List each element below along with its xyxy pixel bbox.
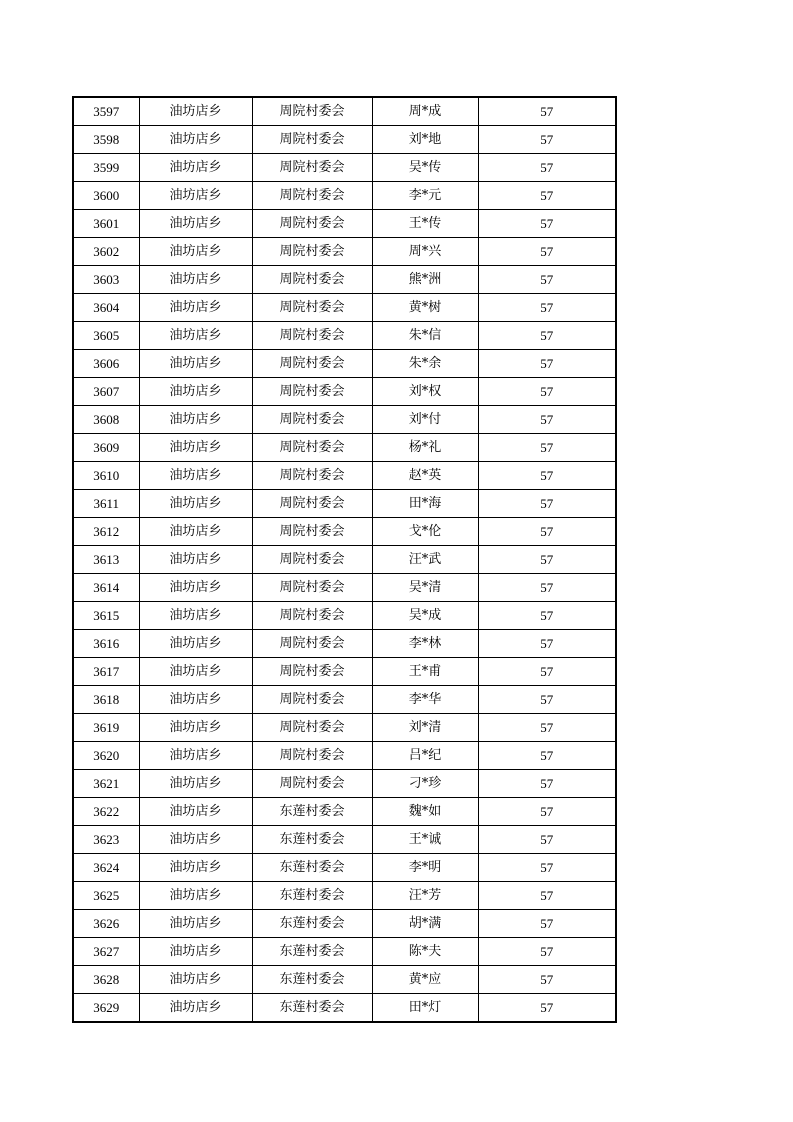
table-row — [73, 938, 616, 966]
township-cell: 油坊店乡 — [139, 126, 252, 154]
village-committee-cell: 东莲村委会 — [252, 938, 372, 966]
row-id-cell: 3617 — [73, 658, 139, 686]
row-id-cell: 3621 — [73, 770, 139, 798]
person-name-cell: 赵*英 — [372, 462, 478, 490]
table-row — [73, 770, 616, 798]
table-row — [73, 714, 616, 742]
value-cell: 57 — [478, 238, 616, 266]
township-cell: 油坊店乡 — [139, 966, 252, 994]
township-cell: 油坊店乡 — [139, 97, 252, 126]
table-row — [73, 574, 616, 602]
row-id-cell: 3606 — [73, 350, 139, 378]
township-cell: 油坊店乡 — [139, 938, 252, 966]
person-name-cell: 黄*树 — [372, 294, 478, 322]
person-name-cell: 刘*付 — [372, 406, 478, 434]
table-row — [73, 406, 616, 434]
village-committee-cell: 周院村委会 — [252, 350, 372, 378]
village-committee-cell: 东莲村委会 — [252, 994, 372, 1023]
village-committee-cell: 周院村委会 — [252, 686, 372, 714]
row-id-cell: 3598 — [73, 126, 139, 154]
person-name-cell: 周*兴 — [372, 238, 478, 266]
person-name-cell: 杨*礼 — [372, 434, 478, 462]
village-committee-cell: 周院村委会 — [252, 182, 372, 210]
village-committee-cell: 周院村委会 — [252, 322, 372, 350]
value-cell: 57 — [478, 210, 616, 238]
village-committee-cell: 周院村委会 — [252, 210, 372, 238]
value-cell: 57 — [478, 994, 616, 1023]
value-cell: 57 — [478, 854, 616, 882]
person-name-cell: 戈*伦 — [372, 518, 478, 546]
person-name-cell: 田*海 — [372, 490, 478, 518]
row-id-cell: 3612 — [73, 518, 139, 546]
person-name-cell: 魏*如 — [372, 798, 478, 826]
village-committee-cell: 周院村委会 — [252, 490, 372, 518]
row-id-cell: 3611 — [73, 490, 139, 518]
value-cell: 57 — [478, 602, 616, 630]
village-committee-cell: 周院村委会 — [252, 266, 372, 294]
township-cell: 油坊店乡 — [139, 686, 252, 714]
person-name-cell: 吴*清 — [372, 574, 478, 602]
township-cell: 油坊店乡 — [139, 658, 252, 686]
value-cell: 57 — [478, 546, 616, 574]
village-committee-cell: 周院村委会 — [252, 378, 372, 406]
table-row — [73, 854, 616, 882]
row-id-cell: 3609 — [73, 434, 139, 462]
table-row — [73, 294, 616, 322]
person-name-cell: 王*诚 — [372, 826, 478, 854]
row-id-cell: 3608 — [73, 406, 139, 434]
table-row — [73, 182, 616, 210]
person-name-cell: 汪*武 — [372, 546, 478, 574]
village-committee-cell: 周院村委会 — [252, 126, 372, 154]
row-id-cell: 3613 — [73, 546, 139, 574]
village-committee-cell: 周院村委会 — [252, 658, 372, 686]
row-id-cell: 3624 — [73, 854, 139, 882]
person-name-cell: 田*灯 — [372, 994, 478, 1023]
value-cell: 57 — [478, 266, 616, 294]
value-cell: 57 — [478, 966, 616, 994]
township-cell: 油坊店乡 — [139, 630, 252, 658]
person-name-cell: 陈*夫 — [372, 938, 478, 966]
table-row — [73, 490, 616, 518]
value-cell: 57 — [478, 378, 616, 406]
value-cell: 57 — [478, 574, 616, 602]
township-cell: 油坊店乡 — [139, 462, 252, 490]
row-id-cell: 3601 — [73, 210, 139, 238]
value-cell: 57 — [478, 742, 616, 770]
row-id-cell: 3616 — [73, 630, 139, 658]
township-cell: 油坊店乡 — [139, 994, 252, 1023]
township-cell: 油坊店乡 — [139, 350, 252, 378]
person-name-cell: 李*明 — [372, 854, 478, 882]
table-row — [73, 266, 616, 294]
village-committee-cell: 周院村委会 — [252, 294, 372, 322]
table-row — [73, 882, 616, 910]
value-cell: 57 — [478, 182, 616, 210]
village-committee-cell: 周院村委会 — [252, 714, 372, 742]
person-name-cell: 李*元 — [372, 182, 478, 210]
table-row — [73, 798, 616, 826]
row-id-cell: 3597 — [73, 97, 139, 126]
village-committee-cell: 东莲村委会 — [252, 854, 372, 882]
township-cell: 油坊店乡 — [139, 882, 252, 910]
table-row — [73, 350, 616, 378]
value-cell: 57 — [478, 97, 616, 126]
township-cell: 油坊店乡 — [139, 434, 252, 462]
township-cell: 油坊店乡 — [139, 490, 252, 518]
table-row — [73, 238, 616, 266]
village-committee-cell: 周院村委会 — [252, 602, 372, 630]
person-name-cell: 王*传 — [372, 210, 478, 238]
row-id-cell: 3607 — [73, 378, 139, 406]
village-committee-cell: 周院村委会 — [252, 630, 372, 658]
person-name-cell: 朱*信 — [372, 322, 478, 350]
value-cell: 57 — [478, 490, 616, 518]
table-row — [73, 322, 616, 350]
person-name-cell: 李*林 — [372, 630, 478, 658]
person-name-cell: 王*甫 — [372, 658, 478, 686]
table-row — [73, 826, 616, 854]
row-id-cell: 3605 — [73, 322, 139, 350]
value-cell: 57 — [478, 294, 616, 322]
township-cell: 油坊店乡 — [139, 910, 252, 938]
table-row — [73, 742, 616, 770]
table-row — [73, 602, 616, 630]
township-cell: 油坊店乡 — [139, 322, 252, 350]
value-cell: 57 — [478, 658, 616, 686]
township-cell: 油坊店乡 — [139, 238, 252, 266]
township-cell: 油坊店乡 — [139, 798, 252, 826]
person-name-cell: 吕*纪 — [372, 742, 478, 770]
roster-table — [72, 96, 617, 1023]
person-name-cell: 刘*地 — [372, 126, 478, 154]
value-cell: 57 — [478, 126, 616, 154]
table-row — [73, 518, 616, 546]
village-committee-cell: 周院村委会 — [252, 462, 372, 490]
person-name-cell: 刁*珍 — [372, 770, 478, 798]
township-cell: 油坊店乡 — [139, 518, 252, 546]
table-row — [73, 686, 616, 714]
village-committee-cell: 周院村委会 — [252, 770, 372, 798]
village-committee-cell: 东莲村委会 — [252, 826, 372, 854]
person-name-cell: 汪*芳 — [372, 882, 478, 910]
roster-body — [73, 97, 616, 1022]
person-name-cell: 刘*清 — [372, 714, 478, 742]
table-row — [73, 126, 616, 154]
village-committee-cell: 周院村委会 — [252, 406, 372, 434]
value-cell: 57 — [478, 518, 616, 546]
value-cell: 57 — [478, 798, 616, 826]
township-cell: 油坊店乡 — [139, 182, 252, 210]
row-id-cell: 3622 — [73, 798, 139, 826]
row-id-cell: 3629 — [73, 994, 139, 1023]
row-id-cell: 3614 — [73, 574, 139, 602]
township-cell: 油坊店乡 — [139, 210, 252, 238]
township-cell: 油坊店乡 — [139, 546, 252, 574]
table-row — [73, 546, 616, 574]
person-name-cell: 李*华 — [372, 686, 478, 714]
table-row — [73, 630, 616, 658]
person-name-cell: 刘*权 — [372, 378, 478, 406]
table-row — [73, 210, 616, 238]
table-row — [73, 658, 616, 686]
township-cell: 油坊店乡 — [139, 826, 252, 854]
township-cell: 油坊店乡 — [139, 770, 252, 798]
row-id-cell: 3599 — [73, 154, 139, 182]
village-committee-cell: 周院村委会 — [252, 434, 372, 462]
row-id-cell: 3602 — [73, 238, 139, 266]
row-id-cell: 3610 — [73, 462, 139, 490]
value-cell: 57 — [478, 630, 616, 658]
table-row — [73, 994, 616, 1023]
row-id-cell: 3623 — [73, 826, 139, 854]
table-row — [73, 97, 616, 126]
village-committee-cell: 周院村委会 — [252, 97, 372, 126]
table-row — [73, 910, 616, 938]
row-id-cell: 3625 — [73, 882, 139, 910]
village-committee-cell: 东莲村委会 — [252, 882, 372, 910]
row-id-cell: 3618 — [73, 686, 139, 714]
table-row — [73, 378, 616, 406]
value-cell: 57 — [478, 462, 616, 490]
table-row — [73, 154, 616, 182]
person-name-cell: 吴*成 — [372, 602, 478, 630]
township-cell: 油坊店乡 — [139, 574, 252, 602]
village-committee-cell: 东莲村委会 — [252, 966, 372, 994]
value-cell: 57 — [478, 686, 616, 714]
table-row — [73, 434, 616, 462]
row-id-cell: 3627 — [73, 938, 139, 966]
row-id-cell: 3620 — [73, 742, 139, 770]
township-cell: 油坊店乡 — [139, 406, 252, 434]
row-id-cell: 3628 — [73, 966, 139, 994]
township-cell: 油坊店乡 — [139, 742, 252, 770]
value-cell: 57 — [478, 826, 616, 854]
township-cell: 油坊店乡 — [139, 294, 252, 322]
village-committee-cell: 周院村委会 — [252, 238, 372, 266]
value-cell: 57 — [478, 406, 616, 434]
person-name-cell: 周*成 — [372, 97, 478, 126]
village-committee-cell: 周院村委会 — [252, 154, 372, 182]
row-id-cell: 3615 — [73, 602, 139, 630]
value-cell: 57 — [478, 882, 616, 910]
value-cell: 57 — [478, 910, 616, 938]
value-cell: 57 — [478, 938, 616, 966]
township-cell: 油坊店乡 — [139, 602, 252, 630]
village-committee-cell: 东莲村委会 — [252, 910, 372, 938]
village-committee-cell: 周院村委会 — [252, 574, 372, 602]
value-cell: 57 — [478, 714, 616, 742]
table-row — [73, 966, 616, 994]
row-id-cell: 3619 — [73, 714, 139, 742]
township-cell: 油坊店乡 — [139, 854, 252, 882]
township-cell: 油坊店乡 — [139, 266, 252, 294]
person-name-cell: 黄*应 — [372, 966, 478, 994]
township-cell: 油坊店乡 — [139, 714, 252, 742]
value-cell: 57 — [478, 434, 616, 462]
table-row — [73, 462, 616, 490]
value-cell: 57 — [478, 350, 616, 378]
village-committee-cell: 周院村委会 — [252, 518, 372, 546]
village-committee-cell: 周院村委会 — [252, 742, 372, 770]
person-name-cell: 熊*洲 — [372, 266, 478, 294]
value-cell: 57 — [478, 154, 616, 182]
value-cell: 57 — [478, 770, 616, 798]
township-cell: 油坊店乡 — [139, 378, 252, 406]
row-id-cell: 3626 — [73, 910, 139, 938]
person-name-cell: 朱*余 — [372, 350, 478, 378]
village-committee-cell: 周院村委会 — [252, 546, 372, 574]
row-id-cell: 3604 — [73, 294, 139, 322]
township-cell: 油坊店乡 — [139, 154, 252, 182]
value-cell: 57 — [478, 322, 616, 350]
person-name-cell: 吴*传 — [372, 154, 478, 182]
person-name-cell: 胡*满 — [372, 910, 478, 938]
row-id-cell: 3600 — [73, 182, 139, 210]
village-committee-cell: 东莲村委会 — [252, 798, 372, 826]
row-id-cell: 3603 — [73, 266, 139, 294]
